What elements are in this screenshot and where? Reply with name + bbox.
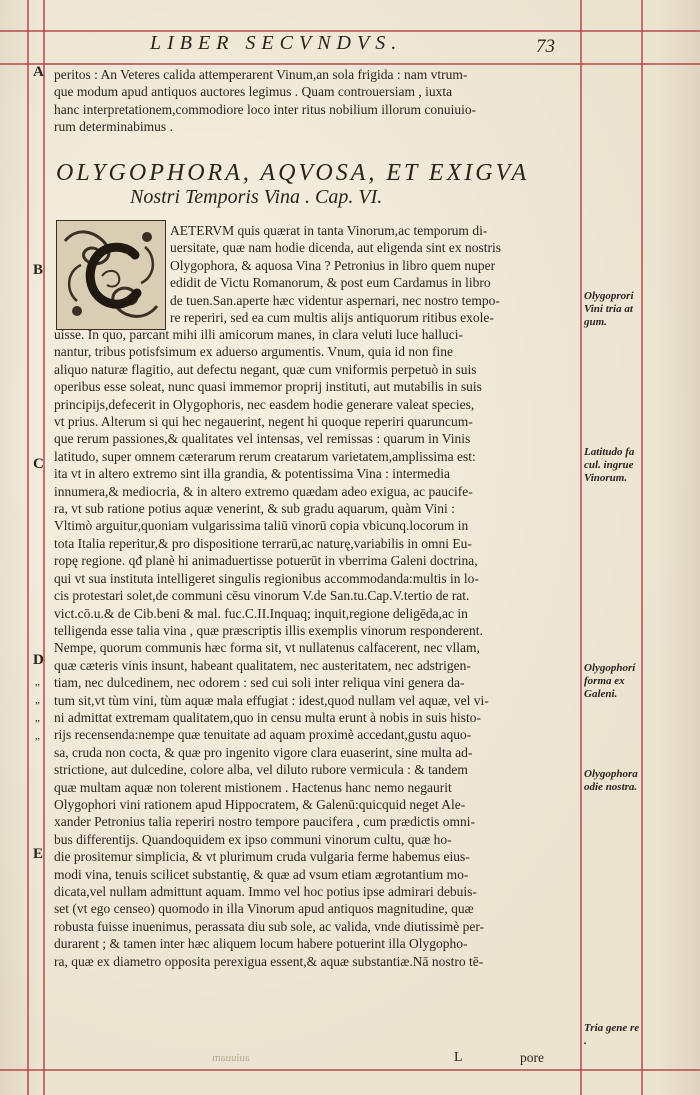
main-text [54, 326, 580, 970]
text-line: Olygophori vini rationem apud Hippocratem, & Galenū:quicquid neget Ale- [54, 796, 466, 812]
quote-mark: „ [35, 676, 40, 688]
text-line: durarent ; & tamen inter hæc aliquem locum habere potuerint illa Olygopho- [54, 936, 468, 952]
margin-note: Olygophora odie nostra. [584, 768, 638, 793]
text-line: re reperiri, sed ea cum multis alijs antiquorum ritibus exole- [170, 310, 494, 326]
text-line: tum sit,vt tùm vini, tùm aquæ mala effugiat : idest,quod nullam vel aquæ, vel vi- [54, 692, 489, 708]
margin-note: Tria gene re . [584, 1022, 640, 1047]
text-line: latitudo, super omnem cæterarum rerum creatarum varietatem,amplissima est: [54, 448, 476, 464]
text-line: set (vt ego censeo) quomodo in illa Vinorum apud antiquos magnitudine, quæ [54, 901, 474, 917]
text-line: qui vt sua instituta intelligeret singulis regionibus accommodanda:multis in lo- [54, 570, 479, 586]
page-number: 73 [536, 36, 555, 57]
red-rule-left-outer [27, 0, 29, 1095]
text-line: uersitate, quæ nam hodie dicenda, aut eligenda sint ex nostris [170, 240, 502, 256]
red-rule-left-inner [43, 0, 45, 1095]
text-line: bus differentijs. Quandoquidem ex ipso communi vinorum cultu, quæ ho- [54, 831, 452, 847]
text-line: Olygophora, & aquosa Vina ? Petronius in libro quem nuper [170, 257, 496, 273]
text-line: operibus esse soleat, nunc quasi immemor proprij instituti, aut mutabilis in suis [54, 379, 482, 395]
margin-note: Olygophorí forma ex Galeni. [584, 662, 636, 700]
chapter-title: OLYGOPHORA, AQVOSA, ET EXIGVA [56, 160, 530, 186]
side-letter-a: A [33, 64, 44, 80]
chapter-subtitle: Nostri Temporis Vina . Cap. VI. [130, 186, 383, 208]
catchword: pore [520, 1050, 544, 1065]
side-letter-d: D [33, 652, 44, 668]
text-line: aliquo naturæ flagitio, aut defectu negant, quæ cum vniformis perpetuò in suis [54, 361, 477, 377]
quote-mark: „ [35, 730, 40, 742]
red-rule-right-outer [641, 0, 643, 1095]
text-line: ra, quæ ex diametro opposita perexigua essent,& aquæ substantiæ.Nā nostro tē- [54, 953, 484, 969]
text-line: hanc interpretationem,commodiore loco inter ritus nobilium illorum conuiuio- [54, 101, 477, 117]
text-line: dicata,vel nullam admittunt aquam. Immo vel hoc potius ipse admirari debuis- [54, 884, 477, 899]
text-line: AETERVM quis quærat in tanta Vinorum,ac temporum di- [170, 223, 488, 238]
text-line: vict.cō.u.& de Cib.beni & mal. fuc.C.II.Inquaq; inquit,regione deligēda,ac in [54, 605, 468, 621]
text-line: nantur, tribus potisfsimum ex aduerso argumentis. Vnum, quia id non fine [54, 344, 454, 360]
text-line: tiam, nec dulcedinem, nec odorem : sed cui soli inter reliqua vini genera da- [54, 675, 465, 691]
intro-paragraph [54, 66, 580, 136]
ornamental-initial-icon [56, 220, 166, 330]
side-letter-e: E [33, 846, 44, 862]
text-line: strictione, aut dulcedine, colore alba, vel diluto rubore vermicula : & tandem [54, 762, 468, 778]
red-rule-under-head [0, 63, 700, 65]
text-line: que rerum passiones,& qualitates vel intensas, vel remissas : quarum in Vinis [54, 431, 471, 447]
text-line: die prositemur simplicia, & vt plurimum cruda vulgaria ferme habemus eius- [54, 849, 470, 865]
text-line: que modum apud antiquos auctores legimus . Quam controuersiam , iuxta [54, 84, 453, 100]
text-line: modi vina, tenuis scilicet substantię, & quæ ad vsum etiam ægrotantium mo- [54, 866, 469, 882]
text-line: ni admittat extremam qualitatem,quo in censu multa erunt à nobis in suis histo- [54, 709, 482, 725]
quote-mark: „ [35, 694, 40, 706]
text-line: ropę regione. qđ planè hi animaduertisse potuerūt in vberrima Galeni doctrina, [54, 553, 478, 569]
text-line: cis protestari solet,de communi cēsu vinorum V.de San.tu.Cap.V.tertio de rat. [54, 588, 470, 604]
text-line: peritos : An Veteres calida attemperarent Vinum,an sola frigida : nam vtrum- [54, 67, 468, 82]
red-rule-right-inner [580, 0, 582, 1095]
text-line: ita vt in altero extremo sint illa grandia, & potentissima Vina : intermedia [54, 466, 450, 482]
opening-lines [170, 222, 580, 326]
text-line: edidit de Victu Romanorum, & post eum Cardamus in libro [170, 275, 491, 291]
text-line: robusta fuisse inuenimus, perassata diu sub sole, ac valida, vnde diutissimè per- [54, 918, 485, 934]
text-line: Vltimò arguitur,quoniam vulgarissima taliū vinorū copia vbicunq.locorum in [54, 518, 469, 534]
text-line: quæ cæteris vinis insunt, habeant qualitatem, nec austeritatem, nec adstrigen- [54, 657, 471, 673]
side-letter-c: C [33, 456, 44, 472]
text-line: tota Italia reperitur,& pro dispositione terrarū,ac naturę,variabilis in omni Eu- [54, 535, 472, 551]
text-line: telligenda esse talia vina , quæ præscriptis illis exemplis vinorum responderent. [54, 622, 483, 638]
quote-mark: „ [35, 712, 40, 724]
text-line: de tuen.San.aperte hæc videntur aspernari, nec nostro tempo- [170, 292, 500, 308]
text-line: uisse. In quo, parcant mihi illi amicorum manes, in clara veluti luce halluci- [54, 327, 464, 342]
red-rule-bottom [0, 1069, 700, 1071]
text-line: principijs,defecerit in Olygophoris, nec easdem hodie generare valeat species, [54, 396, 475, 412]
text-line: rijs recensenda:nempe quæ tenuitate ad aquam proximè accedant,gustu aquo- [54, 727, 472, 743]
text-line: vt prius. Alterum si qui hec negauerint, negent hi quoque reperiri quaruncum- [54, 414, 473, 430]
text-line: innumera,& mediocria, & in altero extremo quædam adeo exigua, ac paucife- [54, 483, 473, 499]
running-head: LIBER SECVNDVS. [150, 32, 403, 54]
text-line: quæ multam aquæ non tolerent mistionem . Hactenus hanc nemo negaurit [54, 779, 452, 795]
bleed-through-text: auiuuam [212, 1052, 250, 1064]
signature-mark: L [454, 1050, 463, 1065]
side-letter-b: B [33, 262, 44, 278]
margin-note: Olygoprori Vini tria at gum. [584, 290, 634, 328]
margin-note: Latitudo fa cul. ingrue Vinorum. [584, 446, 635, 484]
text-line: Nempe, quorum communis hæc forma sit, vt nullatenus calfacerent, nec vllam, [54, 640, 480, 656]
text-line: sa, cruda non cocta, & quæ pro ingenito vigore clara euaserint, sine multa ad- [54, 744, 473, 760]
text-line: xander Petronius talia reperiri nostro tempore paucifera , cum prædictis omni- [54, 814, 475, 830]
text-line: rum determinabimus . [54, 119, 173, 135]
text-line: ra, vt sub ratione potius aquæ venerint, & sub gradu aquarum, quàm Vini : [54, 501, 455, 517]
